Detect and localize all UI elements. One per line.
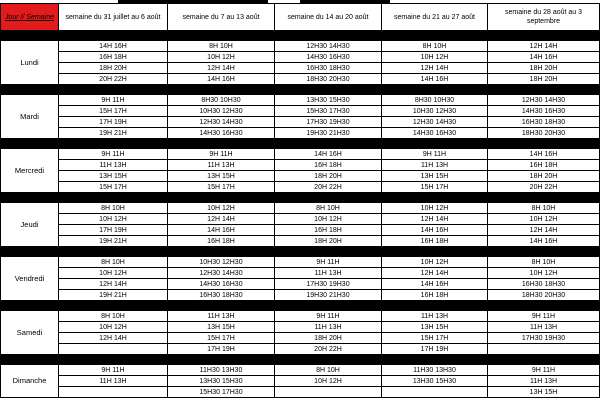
time-slot-cell: 8H30 10H30 xyxy=(168,95,275,106)
corner-header: Jour // Semaine xyxy=(1,4,59,31)
time-slot-cell: 18H 20H xyxy=(275,236,382,247)
time-slot-cell: 16H 18H xyxy=(382,236,488,247)
week-header: semaine du 7 au 13 août xyxy=(168,4,275,31)
time-slot-cell: 15H 17H xyxy=(382,182,488,193)
time-slot-cell: 16H 18H xyxy=(382,290,488,301)
table-row xyxy=(1,290,600,301)
time-slot-cell: 13H 15H xyxy=(382,171,488,182)
separator-bar xyxy=(1,355,600,365)
time-slot-cell: 12H 14H xyxy=(168,63,275,74)
time-slot-cell: 10H30 12H30 xyxy=(168,106,275,117)
table-row xyxy=(1,117,600,128)
time-slot-cell: 8H 10H xyxy=(488,203,600,214)
time-slot-cell: 19H 21H xyxy=(59,128,168,139)
time-slot-cell: 10H30 12H30 xyxy=(168,257,275,268)
week-header: semaine du 14 au 20 août xyxy=(275,4,382,31)
time-slot-cell: 12H 14H xyxy=(382,214,488,225)
header-row xyxy=(1,4,600,31)
time-slot-cell: 14H 16H xyxy=(168,74,275,85)
time-slot-cell xyxy=(488,344,600,355)
time-slot-cell: 20H 22H xyxy=(488,182,600,193)
time-slot-cell: 10H 12H xyxy=(382,203,488,214)
time-slot-cell: 8H 10H xyxy=(168,41,275,52)
day-separator xyxy=(1,247,600,257)
time-slot-cell: 16H 18H xyxy=(168,236,275,247)
table-row xyxy=(1,203,600,214)
time-slot-cell: 12H30 14H30 xyxy=(382,117,488,128)
time-slot-cell: 10H 12H xyxy=(488,214,600,225)
time-slot-cell: 13H30 15H30 xyxy=(275,95,382,106)
time-slot-cell: 8H 10H xyxy=(275,203,382,214)
time-slot-cell: 12H30 14H30 xyxy=(168,117,275,128)
time-slot-cell: 11H 13H xyxy=(59,376,168,387)
time-slot-cell: 13H 15H xyxy=(59,171,168,182)
time-slot-cell: 14H 16H xyxy=(382,225,488,236)
time-slot-cell: 14H30 16H30 xyxy=(168,279,275,290)
time-slot-cell: 9H 11H xyxy=(488,311,600,322)
time-slot-cell: 16H30 18H30 xyxy=(275,63,382,74)
time-slot-cell: 10H 12H xyxy=(168,52,275,63)
day-label: Dimanche xyxy=(1,365,59,398)
table-row xyxy=(1,128,600,139)
table-row xyxy=(1,257,600,268)
time-slot-cell: 8H 10H xyxy=(382,41,488,52)
time-slot-cell: 8H 10H xyxy=(488,257,600,268)
time-slot-cell: 10H 12H xyxy=(382,257,488,268)
day-label: Lundi xyxy=(1,41,59,85)
time-slot-cell: 8H 10H xyxy=(275,365,382,376)
time-slot-cell: 17H 19H xyxy=(382,344,488,355)
time-slot-cell: 10H 12H xyxy=(59,268,168,279)
separator-bar xyxy=(1,193,600,203)
time-slot-cell: 16H 18H xyxy=(488,160,600,171)
time-slot-cell: 13H 15H xyxy=(168,171,275,182)
time-slot-cell: 13H30 15H30 xyxy=(168,376,275,387)
time-slot-cell: 15H30 17H30 xyxy=(168,387,275,398)
time-slot-cell: 16H 18H xyxy=(59,52,168,63)
time-slot-cell: 9H 11H xyxy=(275,257,382,268)
time-slot-cell: 19H30 21H30 xyxy=(275,290,382,301)
table-row xyxy=(1,236,600,247)
time-slot-cell: 17H30 19H30 xyxy=(488,333,600,344)
day-separator xyxy=(1,139,600,149)
table-row xyxy=(1,344,600,355)
table-row xyxy=(1,387,600,398)
time-slot-cell: 12H30 14H30 xyxy=(168,268,275,279)
schedule-body xyxy=(1,31,600,398)
table-row xyxy=(1,41,600,52)
time-slot-cell: 14H 16H xyxy=(382,279,488,290)
time-slot-cell: 14H 16H xyxy=(275,149,382,160)
time-slot-cell xyxy=(59,344,168,355)
time-slot-cell: 10H30 12H30 xyxy=(382,106,488,117)
table-row xyxy=(1,149,600,160)
week-header: semaine du 28 août au 3 septembre xyxy=(488,4,600,31)
time-slot-cell: 10H 12H xyxy=(488,268,600,279)
time-slot-cell: 11H 13H xyxy=(168,311,275,322)
time-slot-cell: 11H 13H xyxy=(382,311,488,322)
time-slot-cell: 18H30 20H30 xyxy=(275,74,382,85)
time-slot-cell: 13H30 15H30 xyxy=(382,376,488,387)
day-separator xyxy=(1,193,600,203)
time-slot-cell: 16H30 18H30 xyxy=(488,117,600,128)
time-slot-cell: 16H 18H xyxy=(275,160,382,171)
time-slot-cell: 16H30 18H30 xyxy=(168,290,275,301)
table-row xyxy=(1,268,600,279)
time-slot-cell xyxy=(382,387,488,398)
time-slot-cell: 14H30 16H30 xyxy=(382,128,488,139)
day-label: Samedi xyxy=(1,311,59,355)
time-slot-cell: 18H30 20H30 xyxy=(488,128,600,139)
table-row xyxy=(1,52,600,63)
time-slot-cell: 8H 10H xyxy=(59,311,168,322)
day-separator xyxy=(1,85,600,95)
separator-bar xyxy=(1,247,600,257)
time-slot-cell: 14H 16H xyxy=(488,149,600,160)
time-slot-cell: 17H 19H xyxy=(59,117,168,128)
time-slot-cell: 12H 14H xyxy=(168,214,275,225)
table-row xyxy=(1,365,600,376)
time-slot-cell: 8H 10H xyxy=(59,257,168,268)
time-slot-cell: 12H 14H xyxy=(59,333,168,344)
time-slot-cell: 18H 20H xyxy=(275,333,382,344)
time-slot-cell: 12H30 14H30 xyxy=(275,41,382,52)
table-row xyxy=(1,333,600,344)
time-slot-cell: 20H 22H xyxy=(275,344,382,355)
table-row xyxy=(1,160,600,171)
time-slot-cell: 10H 12H xyxy=(168,203,275,214)
table-row xyxy=(1,214,600,225)
time-slot-cell: 11H 13H xyxy=(275,268,382,279)
time-slot-cell: 13H 15H xyxy=(382,322,488,333)
time-slot-cell: 20H 22H xyxy=(275,182,382,193)
time-slot-cell: 9H 11H xyxy=(59,365,168,376)
time-slot-cell: 16H30 18H30 xyxy=(488,279,600,290)
day-separator xyxy=(1,31,600,41)
time-slot-cell: 17H 19H xyxy=(59,225,168,236)
time-slot-cell: 10H 12H xyxy=(59,322,168,333)
time-slot-cell: 11H 13H xyxy=(59,160,168,171)
table-row xyxy=(1,279,600,290)
time-slot-cell: 12H 14H xyxy=(488,41,600,52)
time-slot-cell xyxy=(275,387,382,398)
time-slot-cell: 10H 12H xyxy=(59,214,168,225)
time-slot-cell: 9H 11H xyxy=(488,365,600,376)
time-slot-cell: 18H 20H xyxy=(275,171,382,182)
time-slot-cell: 19H 21H xyxy=(59,236,168,247)
time-slot-cell: 12H 14H xyxy=(382,63,488,74)
time-slot-cell: 11H30 13H30 xyxy=(382,365,488,376)
time-slot-cell: 9H 11H xyxy=(275,311,382,322)
time-slot-cell: 12H 14H xyxy=(382,268,488,279)
time-slot-cell: 14H30 16H30 xyxy=(488,106,600,117)
time-slot-cell: 12H 14H xyxy=(488,225,600,236)
time-slot-cell: 14H30 16H30 xyxy=(275,52,382,63)
time-slot-cell: 14H 16H xyxy=(382,74,488,85)
time-slot-cell: 15H 17H xyxy=(59,182,168,193)
time-slot-cell: 13H 15H xyxy=(488,387,600,398)
time-slot-cell: 19H 21H xyxy=(59,290,168,301)
time-slot-cell: 15H 17H xyxy=(382,333,488,344)
time-slot-cell xyxy=(59,387,168,398)
week-header: semaine du 31 juillet au 6 août xyxy=(59,4,168,31)
time-slot-cell: 11H30 13H30 xyxy=(168,365,275,376)
time-slot-cell: 8H30 10H30 xyxy=(382,95,488,106)
day-label: Mardi xyxy=(1,95,59,139)
time-slot-cell: 17H30 19H30 xyxy=(275,117,382,128)
table-row xyxy=(1,171,600,182)
time-slot-cell: 9H 11H xyxy=(168,149,275,160)
schedule-table xyxy=(0,3,600,398)
table-row xyxy=(1,311,600,322)
time-slot-cell: 14H30 16H30 xyxy=(168,128,275,139)
time-slot-cell: 20H 22H xyxy=(59,74,168,85)
day-separator xyxy=(1,355,600,365)
time-slot-cell: 14H 16H xyxy=(168,225,275,236)
time-slot-cell: 11H 13H xyxy=(488,376,600,387)
time-slot-cell: 9H 11H xyxy=(382,149,488,160)
time-slot-cell: 18H 20H xyxy=(59,63,168,74)
separator-bar xyxy=(1,301,600,311)
table-row xyxy=(1,74,600,85)
separator-bar xyxy=(1,31,600,41)
time-slot-cell: 11H 13H xyxy=(275,322,382,333)
week-header: semaine du 21 au 27 août xyxy=(382,4,488,31)
day-label: Mercredi xyxy=(1,149,59,193)
time-slot-cell: 14H 16H xyxy=(59,41,168,52)
day-label: Jeudi xyxy=(1,203,59,247)
time-slot-cell: 13H 15H xyxy=(168,322,275,333)
table-row xyxy=(1,95,600,106)
time-slot-cell: 9H 11H xyxy=(59,95,168,106)
time-slot-cell: 17H30 19H30 xyxy=(275,279,382,290)
time-slot-cell: 14H 16H xyxy=(488,52,600,63)
time-slot-cell: 10H 12H xyxy=(382,52,488,63)
table-row xyxy=(1,182,600,193)
time-slot-cell: 16H 18H xyxy=(275,225,382,236)
table-row xyxy=(1,225,600,236)
time-slot-cell: 15H 17H xyxy=(168,333,275,344)
time-slot-cell: 10H 12H xyxy=(275,376,382,387)
time-slot-cell: 14H 16H xyxy=(488,236,600,247)
table-row xyxy=(1,106,600,117)
day-separator xyxy=(1,301,600,311)
time-slot-cell: 15H 17H xyxy=(168,182,275,193)
time-slot-cell: 10H 12H xyxy=(275,214,382,225)
table-row xyxy=(1,322,600,333)
time-slot-cell: 19H30 21H30 xyxy=(275,128,382,139)
time-slot-cell: 17H 19H xyxy=(168,344,275,355)
time-slot-cell: 18H30 20H30 xyxy=(488,290,600,301)
separator-bar xyxy=(1,139,600,149)
day-label: Vendredi xyxy=(1,257,59,301)
time-slot-cell: 18H 20H xyxy=(488,171,600,182)
time-slot-cell: 12H30 14H30 xyxy=(488,95,600,106)
time-slot-cell: 18H 20H xyxy=(488,63,600,74)
time-slot-cell: 12H 14H xyxy=(59,279,168,290)
separator-bar xyxy=(1,85,600,95)
time-slot-cell: 11H 13H xyxy=(168,160,275,171)
time-slot-cell: 11H 13H xyxy=(488,322,600,333)
time-slot-cell: 15H30 17H30 xyxy=(275,106,382,117)
time-slot-cell: 18H 20H xyxy=(488,74,600,85)
time-slot-cell: 15H 17H xyxy=(59,106,168,117)
time-slot-cell: 11H 13H xyxy=(382,160,488,171)
time-slot-cell: 8H 10H xyxy=(59,203,168,214)
time-slot-cell: 9H 11H xyxy=(59,149,168,160)
table-row xyxy=(1,376,600,387)
table-row xyxy=(1,63,600,74)
